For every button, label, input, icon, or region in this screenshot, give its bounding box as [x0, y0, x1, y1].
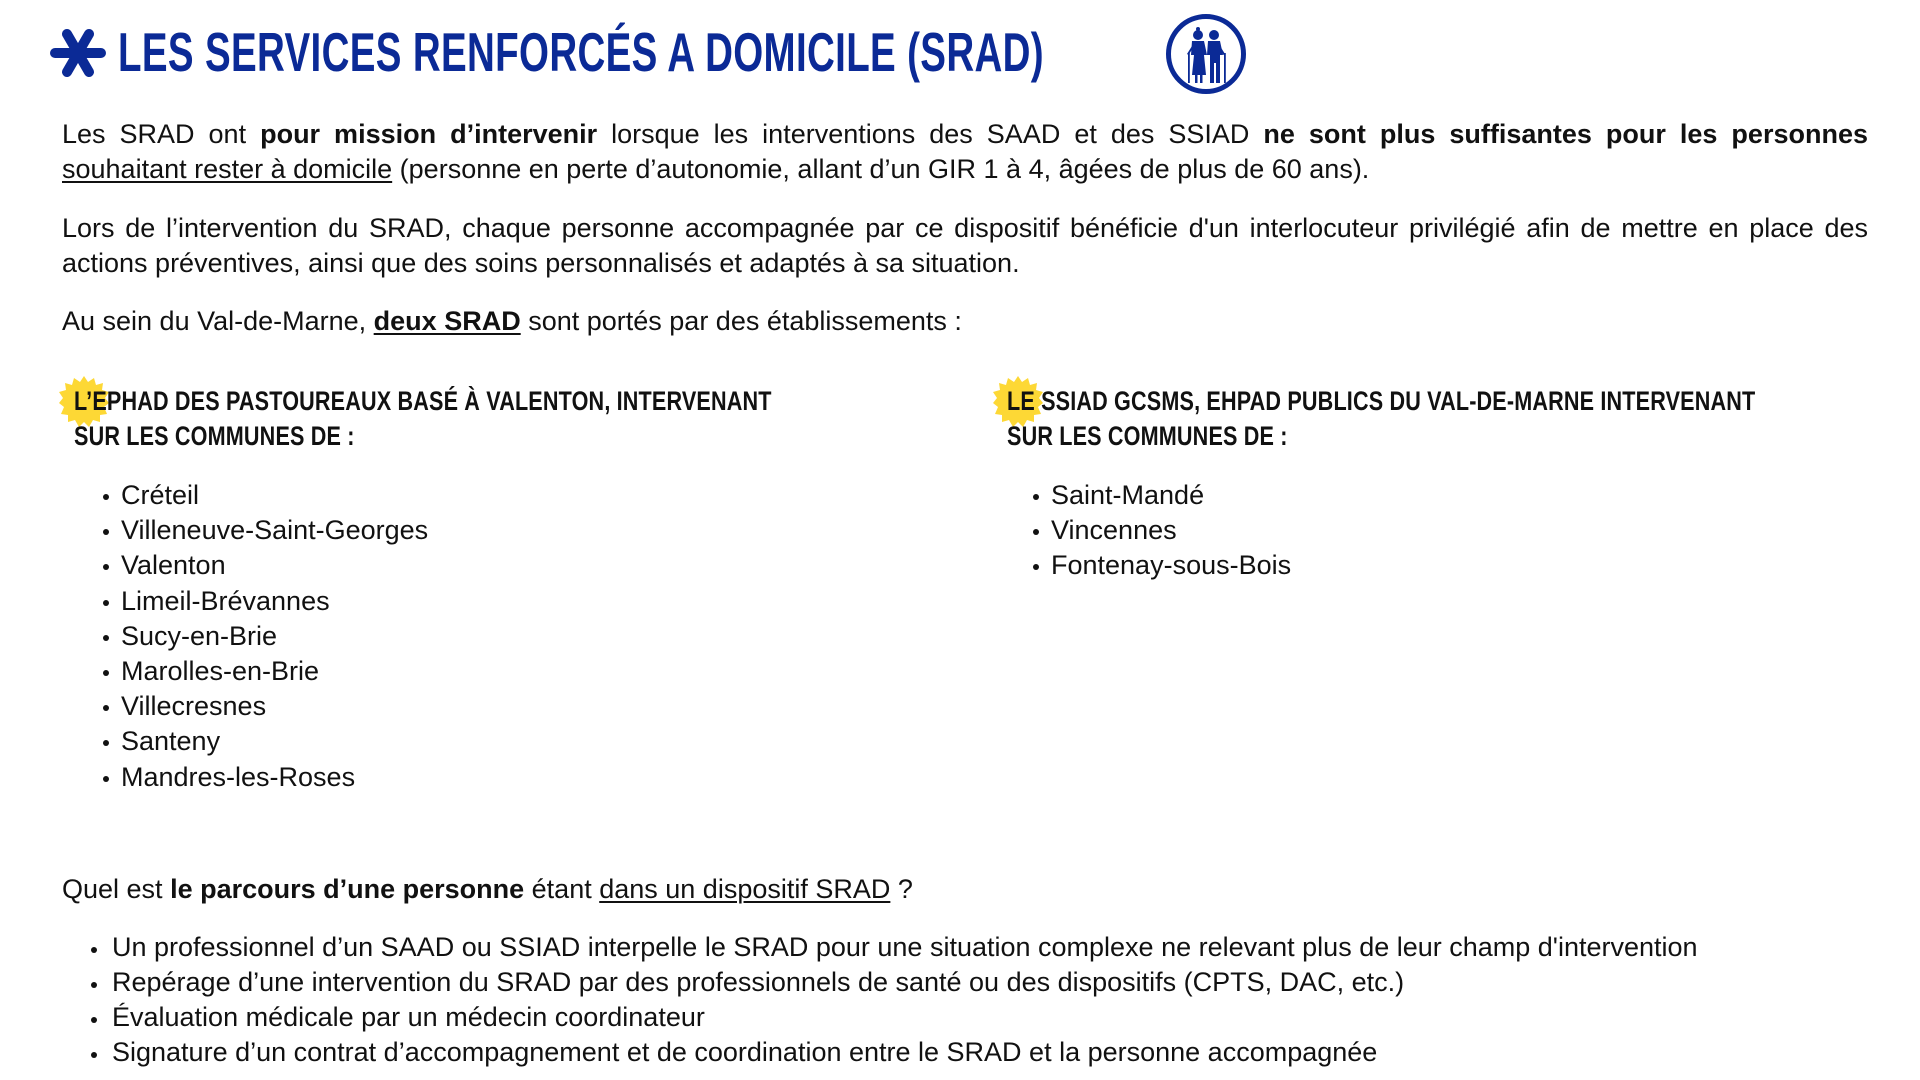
- text: sont portés par des établissements :: [520, 306, 962, 336]
- list-item: Saint-Mandé: [1033, 478, 1291, 513]
- underlined-text: souhaitant rester à domicile: [62, 154, 393, 184]
- text: (personne en perte d’autonomie, allant d’un GIR 1 à 4, âgées de plus de 60 ans).: [392, 154, 1370, 184]
- text: étant: [524, 874, 600, 904]
- intro-paragraph-mission: [62, 117, 1868, 187]
- list-item: Fontenay-sous-Bois: [1033, 548, 1291, 583]
- text: Quel est: [62, 874, 171, 904]
- list-item: Sucy-en-Brie: [103, 619, 428, 654]
- establishment-heading: LE SSIAD GCSMS, EHPAD PUBLICS DU VAL-DE-MARNE INTERVENANT: [1007, 386, 1756, 416]
- list-item: Valenton: [103, 548, 428, 583]
- bold-text: le parcours d’une personne: [170, 874, 525, 904]
- list-item: Santeny: [103, 724, 428, 759]
- list-item: Un professionnel d’un SAAD ou SSIAD interpelle le SRAD pour une situation complexe ne relevant plus de leur champ d'intervention: [91, 930, 1698, 965]
- list-item: Limeil-Brévannes: [103, 584, 428, 619]
- commune-list-pastoureaux: [103, 478, 428, 795]
- parcours-steps-list: [91, 930, 1698, 1070]
- list-item: Signature d’un contrat d’accompagnement et de coordination entre le SRAD et la personne accompagnée: [91, 1035, 1698, 1070]
- bold-text: pour mission d’intervenir: [260, 119, 598, 149]
- list-item: Marolles-en-Brie: [103, 654, 428, 689]
- intro-paragraph-val-de-marne: [62, 304, 1868, 339]
- list-item: Villecresnes: [103, 689, 428, 724]
- list-item: Vincennes: [1033, 513, 1291, 548]
- list-item: Villeneuve-Saint-Georges: [103, 513, 428, 548]
- commune-list-gcsms: [1033, 478, 1291, 584]
- text: Au sein du Val-de-Marne,: [62, 306, 374, 336]
- elderly-couple-icon: [1165, 13, 1247, 95]
- bold-text: ne sont plus suffisantes pour les personnes: [1263, 119, 1868, 149]
- establishment-heading: L’EPHAD DES PASTOUREAUX BASÉ À VALENTON, INTERVENANT: [74, 386, 772, 416]
- list-item: Créteil: [103, 478, 428, 513]
- asterisk-icon: [50, 28, 106, 78]
- text: ?: [890, 874, 913, 904]
- text: lorsque les interventions des SAAD et des SSIAD: [597, 119, 1264, 149]
- parcours-question: [62, 872, 913, 907]
- intro-paragraph-intervention: Lors de l’intervention du SRAD, chaque personne accompagnée par ce dispositif bénéficie d'un interlocuteur privilégié afin de mettre en place des actions préventives, ainsi que des soins personnalisés et adaptés à sa situation.: [62, 213, 1868, 278]
- text: Les SRAD ont: [62, 119, 261, 149]
- establishment-heading-cont: SUR LES COMMUNES DE :: [1007, 421, 1288, 451]
- list-item: Repérage d’une intervention du SRAD par des professionnels de santé ou des dispositifs (CPTS, DAC, etc.): [91, 965, 1698, 1000]
- page-title: LES SERVICES RENFORCÉS A DOMICILE (SRAD): [118, 21, 1044, 83]
- list-item: Mandres-les-Roses: [103, 760, 428, 795]
- bold-underlined-text: deux SRAD: [373, 306, 521, 336]
- list-item: Évaluation médicale par un médecin coordinateur: [91, 1000, 1698, 1035]
- underlined-text: dans un dispositif SRAD: [599, 874, 891, 904]
- establishment-heading-cont: SUR LES COMMUNES DE :: [74, 421, 355, 451]
